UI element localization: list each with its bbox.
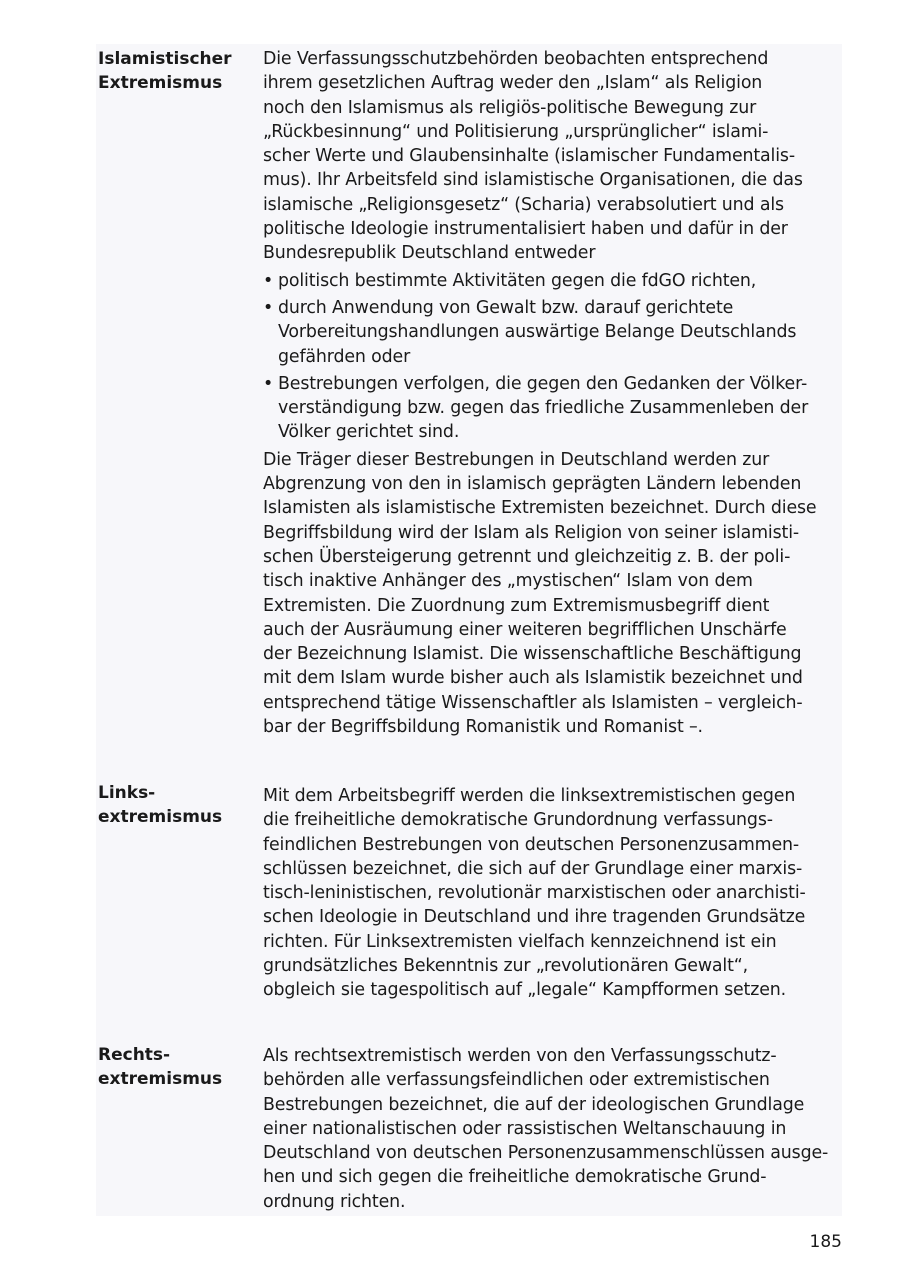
- term-heading: [98, 1043, 248, 1091]
- text-line: durch Anwendung von Gewalt bzw. darauf gerichtete: [278, 297, 734, 318]
- paragraph: [263, 784, 843, 1003]
- text-line: tisch-leninistischen, revolutionär marxistischen oder anarchisti-: [263, 883, 806, 904]
- text-line: schlüssen bezeichnet, die sich auf der Grundlage einer marxis-: [263, 858, 803, 879]
- text-line: entsprechend tätige Wissenschaftler als Islamisten – vergleich-: [263, 692, 803, 713]
- term-heading: [98, 47, 248, 95]
- term-heading: [98, 781, 248, 829]
- text-line: ordnung richten.: [263, 1191, 406, 1212]
- term-line: Islamistischer: [98, 49, 232, 69]
- list-item: [263, 296, 843, 369]
- text-line: Bestrebungen verfolgen, die gegen den Gedanken der Völker-: [278, 373, 808, 394]
- text-line: Mit dem Arbeitsbegriff werden die linksextremistischen gegen: [263, 786, 796, 806]
- bullet-list: [263, 269, 843, 445]
- definition-text: [263, 784, 843, 1003]
- text-line: Bundesrepublik Deutschland entweder: [263, 243, 596, 264]
- text-line: Bestrebungen bezeichnet, die auf der ideologischen Grundlage: [263, 1094, 805, 1115]
- text-line: Als rechtsextremistisch werden von den Verfassungsschutz-: [263, 1046, 777, 1066]
- text-line: politische Ideologie instrumentalisiert haben und dafür in der: [263, 219, 788, 240]
- text-line: scher Werte und Glaubensinhalte (islamischer Fundamentalis-: [263, 146, 795, 167]
- text-line: Die Verfassungsschutzbehörden beobachten entsprechend: [263, 49, 769, 69]
- text-line: gefährden oder: [278, 346, 411, 367]
- text-line: Begriffsbildung wird der Islam als Religion von seiner islamisti-: [263, 522, 799, 543]
- text-line: auch der Ausräumung einer weiteren begrifflichen Unschärfe: [263, 619, 787, 640]
- text-line: hen und sich gegen die freiheitliche demokratische Grund-: [263, 1167, 767, 1188]
- text-line: Deutschland von deutschen Personenzusammenschlüssen ausge-: [263, 1143, 829, 1164]
- definition-text: [263, 47, 843, 739]
- term-line: Rechts-: [98, 1045, 171, 1065]
- text-line: obgleich sie tagespolitisch auf „legale“ Kampfformen setzen.: [263, 980, 786, 1001]
- text-line: die freiheitliche demokratische Grundordnung verfassungs-: [263, 810, 773, 831]
- text-line: Völker gerichtet sind.: [278, 422, 460, 443]
- text-line: der Bezeichnung Islamist. Die wissenschaftliche Beschäftigung: [263, 644, 802, 665]
- text-line: richten. Für Linksextremisten vielfach kennzeichnend ist ein: [263, 931, 777, 952]
- text-line: einer nationalistischen oder rassistischen Weltanschauung in: [263, 1118, 787, 1139]
- text-line: schen Ideologie in Deutschland und ihre tragenden Grundsätze: [263, 907, 806, 928]
- text-line: feindlichen Bestrebungen von deutschen Personenzusammen-: [263, 834, 800, 855]
- text-line: noch den Islamismus als religiös-politische Bewegung zur: [263, 97, 757, 118]
- definition-text: [263, 1044, 843, 1214]
- bullet-icon: •: [263, 297, 274, 318]
- text-line: Extremisten. Die Zuordnung zum Extremismusbegriff dient: [263, 595, 770, 616]
- text-line: behörden alle verfassungsfeindlichen oder extremistischen: [263, 1070, 770, 1091]
- list-item: [263, 269, 843, 293]
- paragraph: [263, 1044, 843, 1214]
- text-line: ihrem gesetzlichen Auftrag weder den „Islam“ als Religion: [263, 73, 763, 94]
- text-line: bar der Begriffsbildung Romanistik und Romanist –.: [263, 717, 703, 738]
- text-line: grundsätzliches Bekenntnis zur „revolutionären Gewalt“,: [263, 956, 749, 977]
- paragraph: [263, 448, 843, 740]
- term-line: extremismus: [98, 1069, 223, 1089]
- text-line: Die Träger dieser Bestrebungen in Deutschland werden zur: [263, 449, 770, 470]
- text-line: mus). Ihr Arbeitsfeld sind islamistische Organisationen, die das: [263, 170, 803, 191]
- list-item: [263, 372, 843, 445]
- bullet-icon: •: [263, 373, 274, 394]
- text-line: schen Übersteigerung getrennt und gleichzeitig z. B. der poli-: [263, 546, 791, 567]
- text-line: Vorbereitungshandlungen auswärtige Belange Deutschlands: [278, 322, 797, 343]
- text-line: verständigung bzw. gegen das friedliche Zusammenleben der: [278, 398, 809, 419]
- text-line: „Rückbesinnung“ und Politisierung „ursprünglicher“ islami-: [263, 121, 769, 142]
- bullet-icon: •: [263, 270, 274, 291]
- text-line: Islamisten als islamistische Extremisten bezeichnet. Durch diese: [263, 498, 817, 519]
- text-line: tisch inaktive Anhänger des „mystischen“ Islam von dem: [263, 571, 753, 592]
- text-line: politisch bestimmte Aktivitäten gegen die fdGO richten,: [278, 270, 757, 291]
- text-line: mit dem Islam wurde bisher auch als Islamistik bezeichnet und: [263, 668, 803, 689]
- term-line: Extremismus: [98, 73, 223, 93]
- term-line: extremismus: [98, 807, 223, 827]
- text-line: Abgrenzung von den in islamisch geprägten Ländern lebenden: [263, 474, 802, 495]
- page-number: 185: [809, 1232, 842, 1252]
- paragraph: [263, 47, 843, 266]
- term-line: Links-: [98, 783, 156, 803]
- text-line: islamische „Religionsgesetz“ (Scharia) verabsolutiert und als: [263, 194, 784, 215]
